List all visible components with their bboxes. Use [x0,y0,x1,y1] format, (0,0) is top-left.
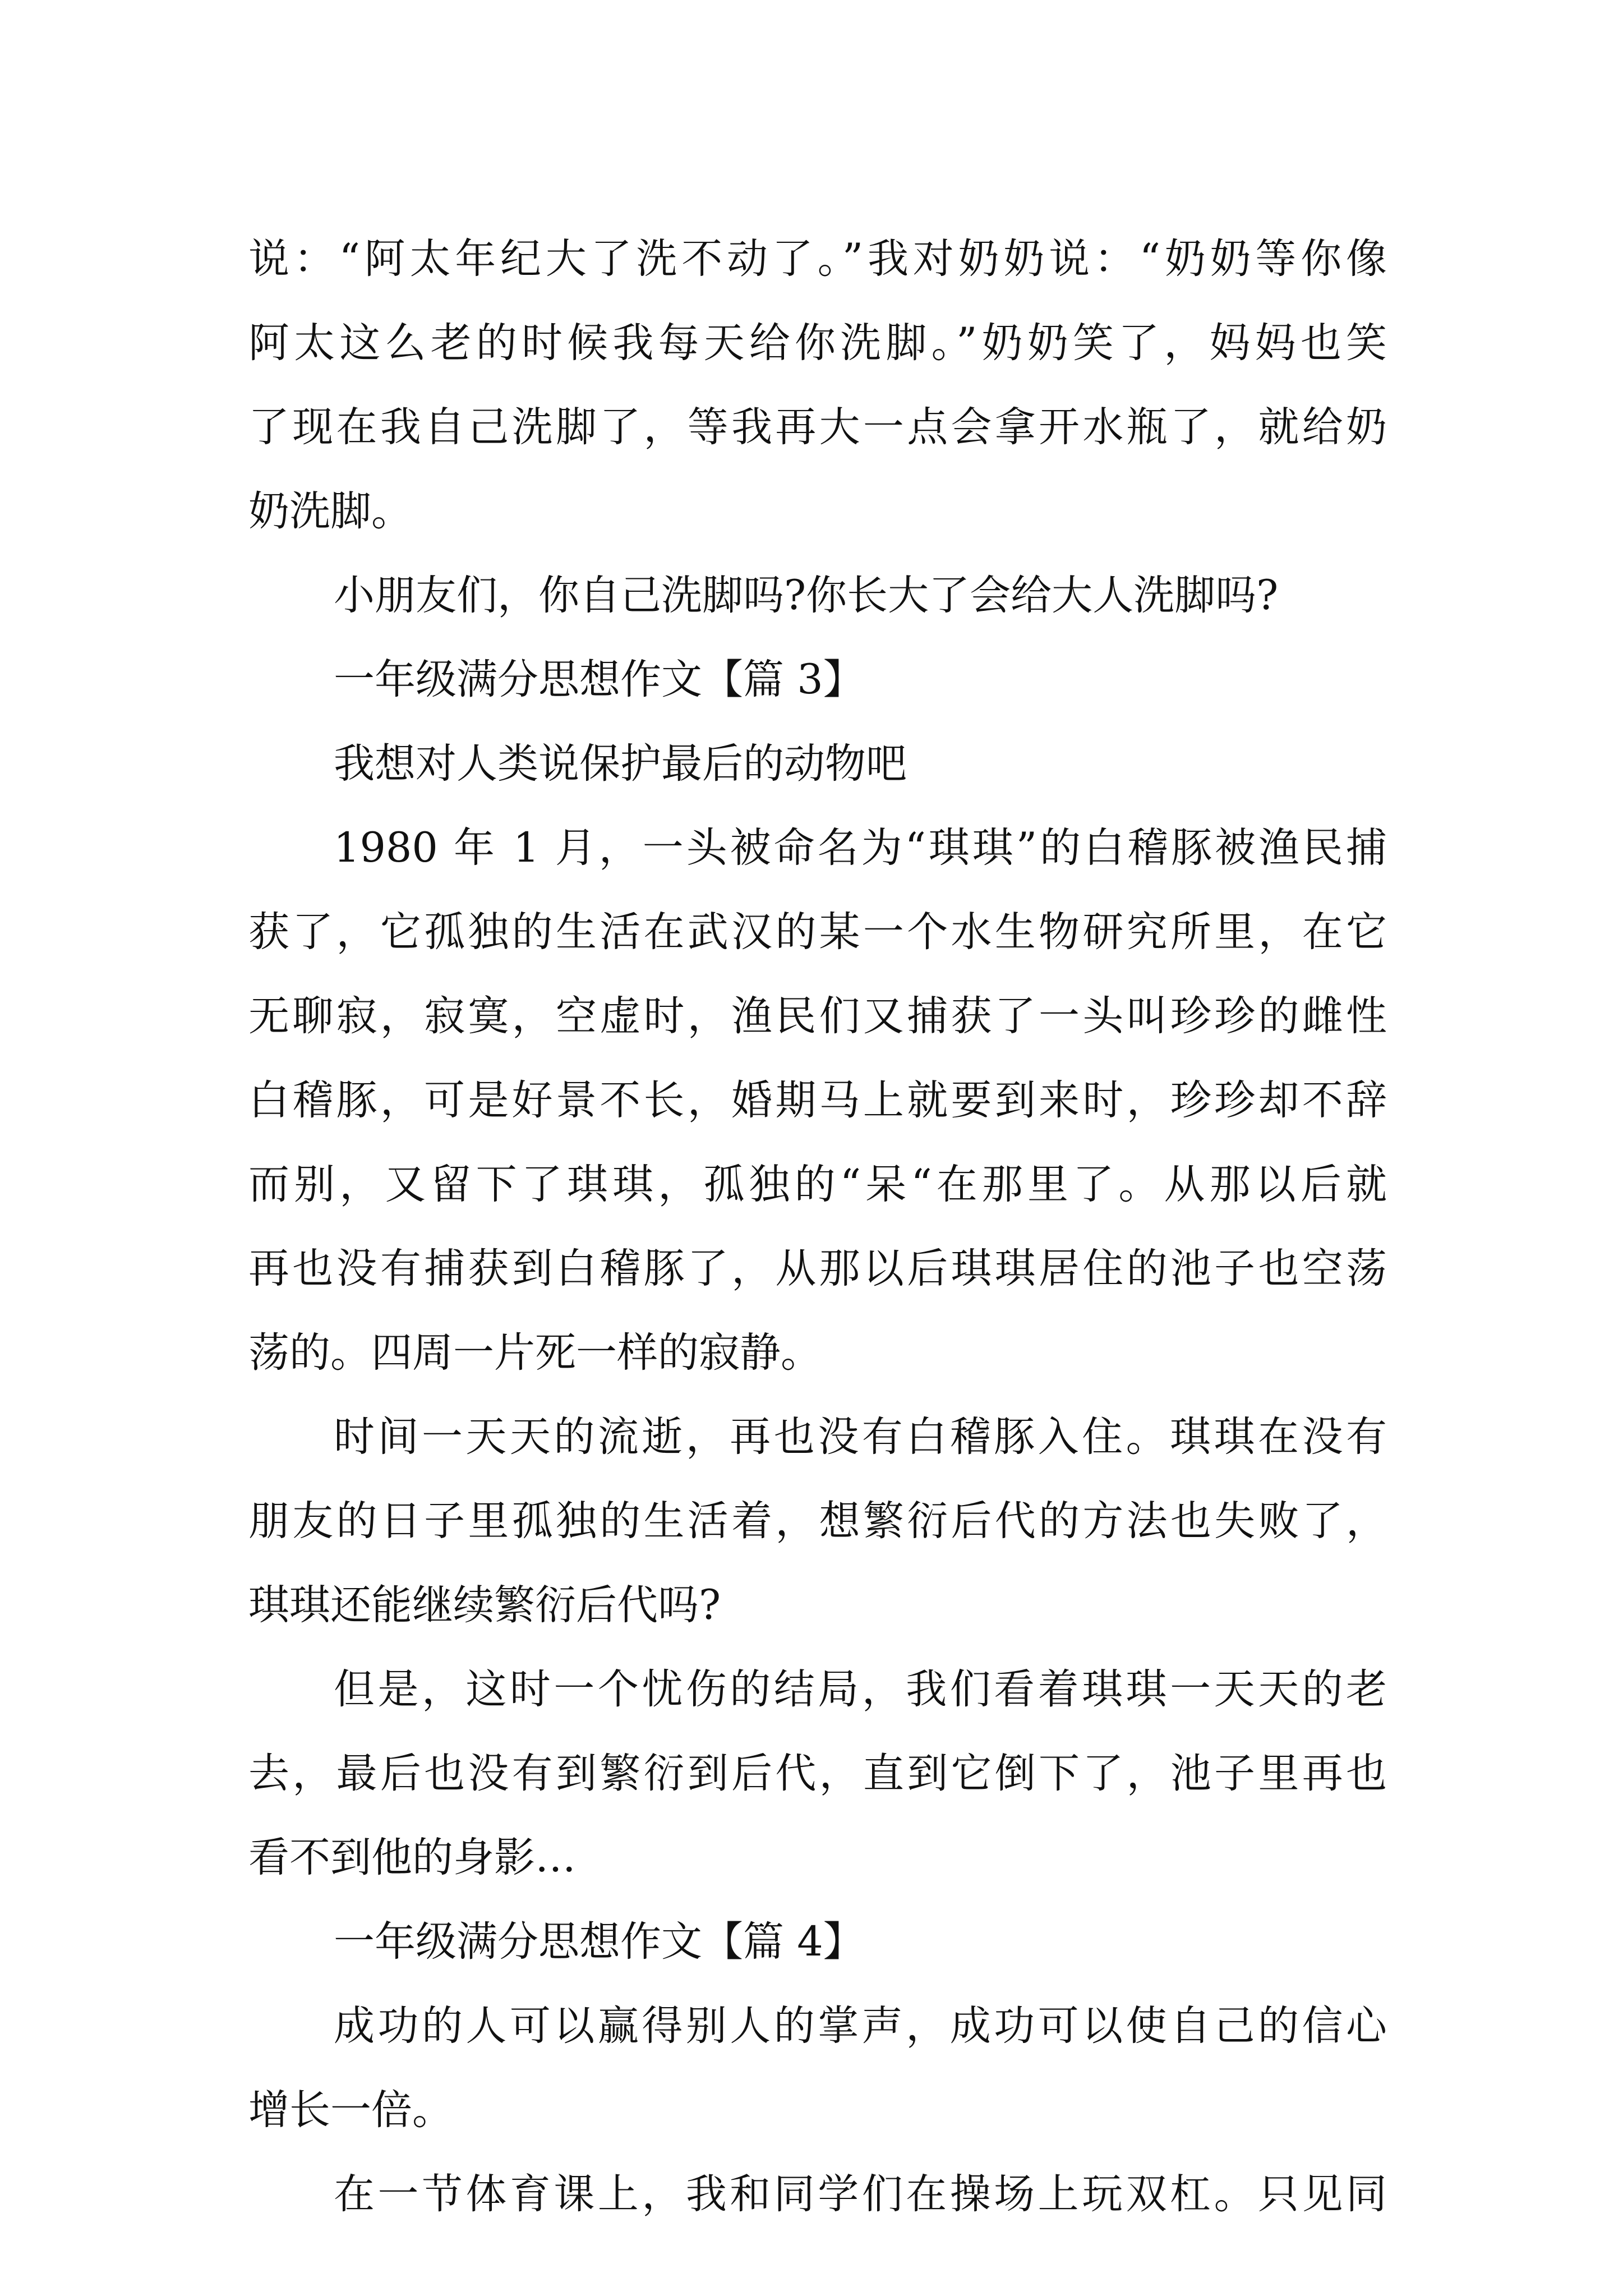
paragraph-line: 再也没有捕获到白稽豚了，从那以后琪琪居住的池子也空荡 [248,1245,1387,1292]
paragraph-line: 白稽豚，可是好景不长，婚期马上就要到来时，珍珍却不辞 [248,1076,1387,1124]
paragraph-line: 奶洗脚。 [248,487,412,535]
paragraph-line: 而别，又留下了琪琪，孤独的“呆“在那里了。从那以后就 [248,1161,1387,1208]
paragraph-line: 荡的。四周一片死一样的寂静。 [248,1329,822,1377]
section-heading: 一年级满分思想作文【篇 4】 [334,1918,864,1966]
paragraph-line: 朋友的日子里孤独的生活着，想繁衍后代的方法也失败了， [248,1497,1387,1545]
paragraph-line: 1980 年 1 月，一头被命名为“琪琪”的白稽豚被渔民捕 [334,824,1387,872]
paragraph-line: 看不到他的身影… [248,1834,576,1881]
paragraph-line: 获了，它孤独的生活在武汉的某一个水生物研究所里，在它 [248,908,1387,956]
paragraph-line: 了现在我自己洗脚了，等我再大一点会拿开水瓶了，就给奶 [248,403,1387,451]
paragraph-line: 琪琪还能继续繁衍后代吗? [248,1581,721,1629]
paragraph-line: 无聊寂，寂寞，空虚时，渔民们又捕获了一头叫珍珍的雌性 [248,992,1387,1040]
paragraph-line: 去，最后也没有到繁衍到后代，直到它倒下了，池子里再也 [248,1750,1387,1797]
paragraph-line: 成功的人可以赢得别人的掌声，成功可以使自己的信心 [334,2002,1387,2050]
paragraph-line: 阿太这么老的时候我每天给你洗脚。”奶奶笑了，妈妈也笑 [248,319,1387,367]
paragraph-line: 在一节体育课上，我和同学们在操场上玩双杠。只见同 [334,2170,1387,2218]
section-heading: 一年级满分思想作文【篇 3】 [334,656,864,703]
paragraph-line: 说：“阿太年纪大了洗不动了。”我对奶奶说：“奶奶等你像 [248,235,1387,283]
paragraph-line: 增长一倍。 [248,2086,453,2134]
paragraph-line: 但是，这时一个忧伤的结局，我们看着琪琪一天天的老 [334,1665,1387,1713]
essay-title: 我想对人类说保护最后的动物吧 [334,740,907,788]
paragraph-line: 时间一天天的流逝，再也没有白稽豚入住。琪琪在没有 [334,1413,1387,1461]
paragraph-line: 小朋友们，你自己洗脚吗?你长大了会给大人洗脚吗? [334,572,1279,619]
